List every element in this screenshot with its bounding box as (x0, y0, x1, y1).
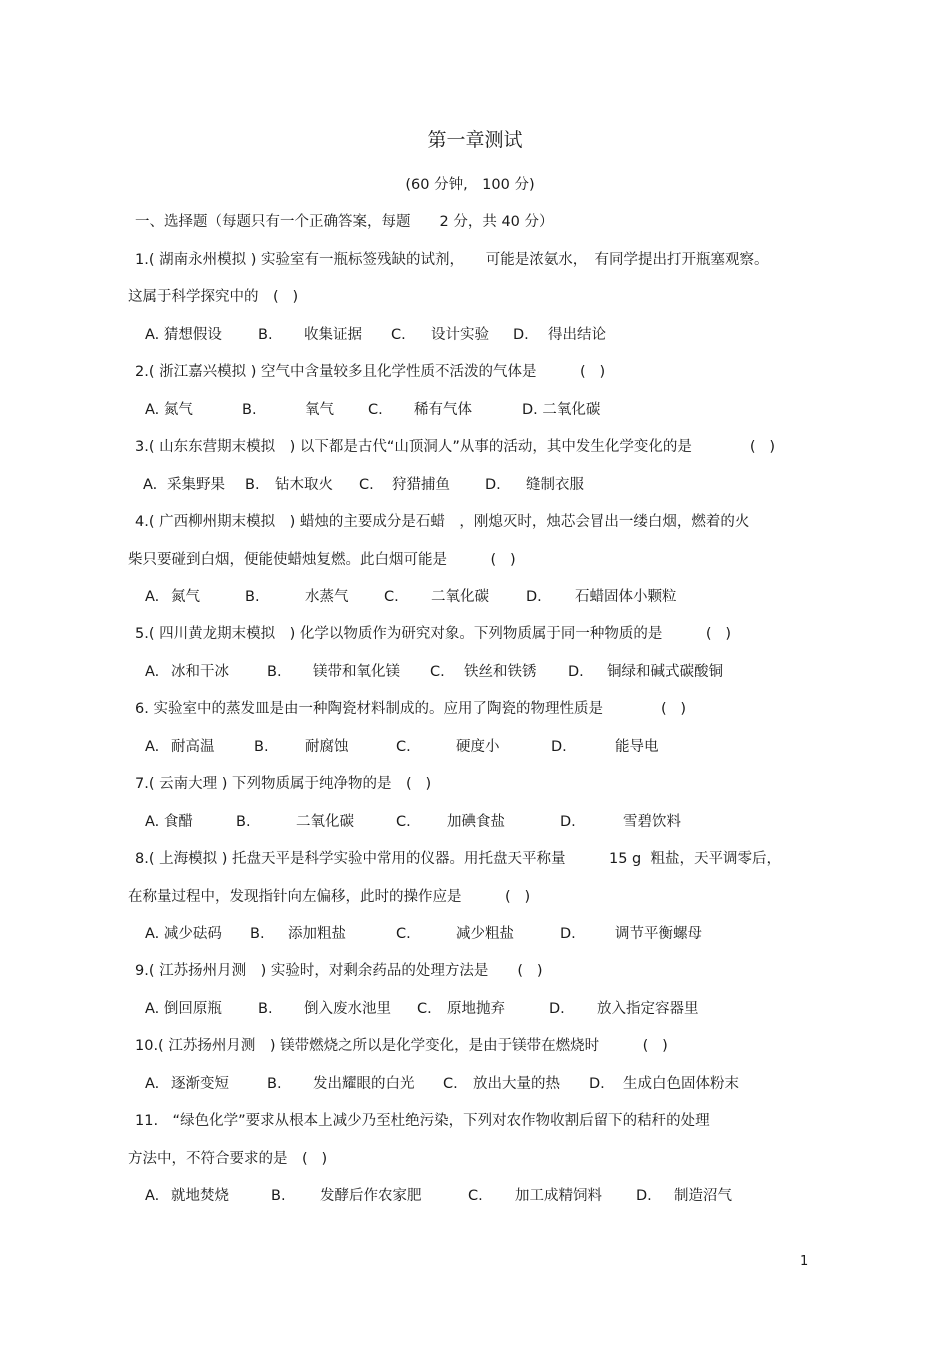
option: A. (143, 477, 158, 493)
option: A. 倒回原瓶 (145, 1001, 222, 1017)
option: B. (245, 589, 260, 605)
question-4-line-2: 柴只要碰到白烟，便能使蜡烛复燃。此白烟可能是 ( ) (128, 552, 516, 568)
option: C. (417, 1001, 432, 1017)
question-10-line-1: 10.( 江苏扬州月测 ) 镁带燃烧之所以是化学变化，是由于镁带在燃烧时 ( ) (135, 1038, 668, 1054)
option: D. (513, 327, 529, 343)
option: 稀有气体 (414, 402, 472, 418)
option: A. 氮气 (145, 402, 193, 418)
option: D. (589, 1076, 605, 1092)
option: 发出耀眼的白光 (313, 1076, 415, 1092)
option: 倒入废水池里 (304, 1001, 391, 1017)
option: C. (384, 589, 399, 605)
option: 减少粗盐 (456, 926, 514, 942)
option: 发酵后作农家肥 (320, 1188, 422, 1204)
option: 镁带和氧化镁 (313, 664, 400, 680)
option: B. (258, 1001, 273, 1017)
option: 放出大量的热 (473, 1076, 560, 1092)
option: B. (258, 327, 273, 343)
question-11-line-1: 11. “绿色化学”要求从根本上减少乃至杜绝污染，下列对农作物收割后留下的秸秆的处理 (135, 1113, 710, 1129)
option: B. (236, 814, 251, 830)
option: A. (145, 589, 160, 605)
option: B. (242, 402, 257, 418)
question-3-line-1: 3.( 山东东营期末模拟 ) 以下都是古代“山顶洞人”从事的活动，其中发生化学变化的是 ( ) (135, 439, 776, 455)
option: D. (636, 1188, 652, 1204)
option: D. (526, 589, 542, 605)
option: A. 减少砝码 (145, 926, 222, 942)
option: 耐高温 (171, 739, 215, 755)
option: A. (145, 1188, 160, 1204)
option: 原地抛弃 (447, 1001, 505, 1017)
question-6-line-1: 6. 实验室中的蒸发皿是由一种陶瓷材料制成的。应用了陶瓷的物理性质是 ( ) (135, 701, 687, 717)
question-1-line-1: 1.( 湖南永州模拟 ) 实验室有一瓶标签残缺的试剂， 可能是浓氨水， 有同学提出打开瓶塞观察。 (135, 252, 769, 268)
page-number: 1 (800, 1254, 809, 1269)
option: B. (245, 477, 260, 493)
option: 调节平衡螺母 (615, 926, 702, 942)
option: 水蒸气 (305, 589, 349, 605)
option: D. (551, 739, 567, 755)
question-5-line-1: 5.( 四川黄龙期末模拟 ) 化学以物质作为研究对象。下列物质属于同一种物质的是 ( ) (135, 626, 732, 642)
option: D. (560, 926, 576, 942)
option: 制造沼气 (674, 1188, 732, 1204)
option: 狩猎捕鱼 (392, 477, 450, 493)
option: C. (468, 1188, 483, 1204)
question-8-line-2: 在称量过程中，发现指针向左偏移，此时的操作应是 ( ) (128, 889, 531, 905)
option: 氮气 (171, 589, 200, 605)
option: D. (549, 1001, 565, 1017)
option: 二氧化碳 (431, 589, 489, 605)
option: 设计实验 (431, 327, 489, 343)
option: B. (267, 664, 282, 680)
question-4-line-1: 4.( 广西柳州期末模拟 ) 蜡烛的主要成分是石蜡 ，刚熄灭时，烛芯会冒出一缕白烟，燃着的火 (135, 514, 750, 530)
option: 就地焚烧 (171, 1188, 229, 1204)
option: 铜绿和碱式碳酸铜 (607, 664, 723, 680)
section-heading: 一、选择题（每题只有一个正确答案，每题 2 分，共 40 分） (135, 214, 554, 230)
option: D. (560, 814, 576, 830)
option: 缝制衣服 (526, 477, 584, 493)
option: 冰和干冰 (171, 664, 229, 680)
option: 放入指定容器里 (597, 1001, 699, 1017)
exam-duration-score: (60 分钟, 100 分) (405, 177, 535, 193)
option: 加工成精饲料 (515, 1188, 602, 1204)
option: B. (250, 926, 265, 942)
option: C. (430, 664, 445, 680)
option: 铁丝和铁锈 (464, 664, 537, 680)
option: C. (396, 814, 411, 830)
question-2-line-1: 2.( 浙江嘉兴模拟 ) 空气中含量较多且化学性质不活泼的气体是 ( ) (135, 364, 606, 380)
question-7-line-1: 7.( 云南大理 ) 下列物质属于纯净物的是 ( ) (135, 776, 432, 792)
option: A. 食醋 (145, 814, 193, 830)
option: 耐腐蚀 (305, 739, 349, 755)
option: B. (271, 1188, 286, 1204)
option: A. (145, 739, 160, 755)
question-8-line-1: 8.( 上海模拟 ) 托盘天平是科学实验中常用的仪器。用托盘天平称量 15 g 粗盐，天平调零后， (135, 851, 781, 867)
option: C. (391, 327, 406, 343)
option: A. 猜想假设 (145, 327, 222, 343)
option: 钻木取火 (275, 477, 333, 493)
option: C. (368, 402, 383, 418)
option: B. (254, 739, 269, 755)
option: 石蜡固体小颗粒 (575, 589, 677, 605)
option: C. (396, 739, 411, 755)
question-1-line-2: 这属于科学探究中的 ( ) (128, 289, 299, 305)
option: 氧气 (305, 402, 334, 418)
option: 能导电 (615, 739, 659, 755)
option: 添加粗盐 (288, 926, 346, 942)
option: 逐渐变短 (171, 1076, 229, 1092)
option: B. (267, 1076, 282, 1092)
option: 生成白色固体粉末 (623, 1076, 739, 1092)
option: C. (359, 477, 374, 493)
option: C. (396, 926, 411, 942)
option: D. 二氧化碳 (522, 402, 601, 418)
option: 硬度小 (456, 739, 500, 755)
option: 加碘食盐 (447, 814, 505, 830)
option: 雪碧饮料 (623, 814, 681, 830)
option: A. (145, 664, 160, 680)
option: 采集野果 (167, 477, 225, 493)
option: D. (568, 664, 584, 680)
page-title: 第一章测试 (427, 129, 523, 151)
option: 二氧化碳 (296, 814, 354, 830)
option: C. (443, 1076, 458, 1092)
option: 得出结论 (548, 327, 606, 343)
question-9-line-1: 9.( 江苏扬州月测 ) 实验时，对剩余药品的处理方法是 ( ) (135, 963, 543, 979)
question-11-line-2: 方法中，不符合要求的是 ( ) (128, 1151, 328, 1167)
option: A. (145, 1076, 160, 1092)
option: D. (485, 477, 501, 493)
option: 收集证据 (304, 327, 362, 343)
